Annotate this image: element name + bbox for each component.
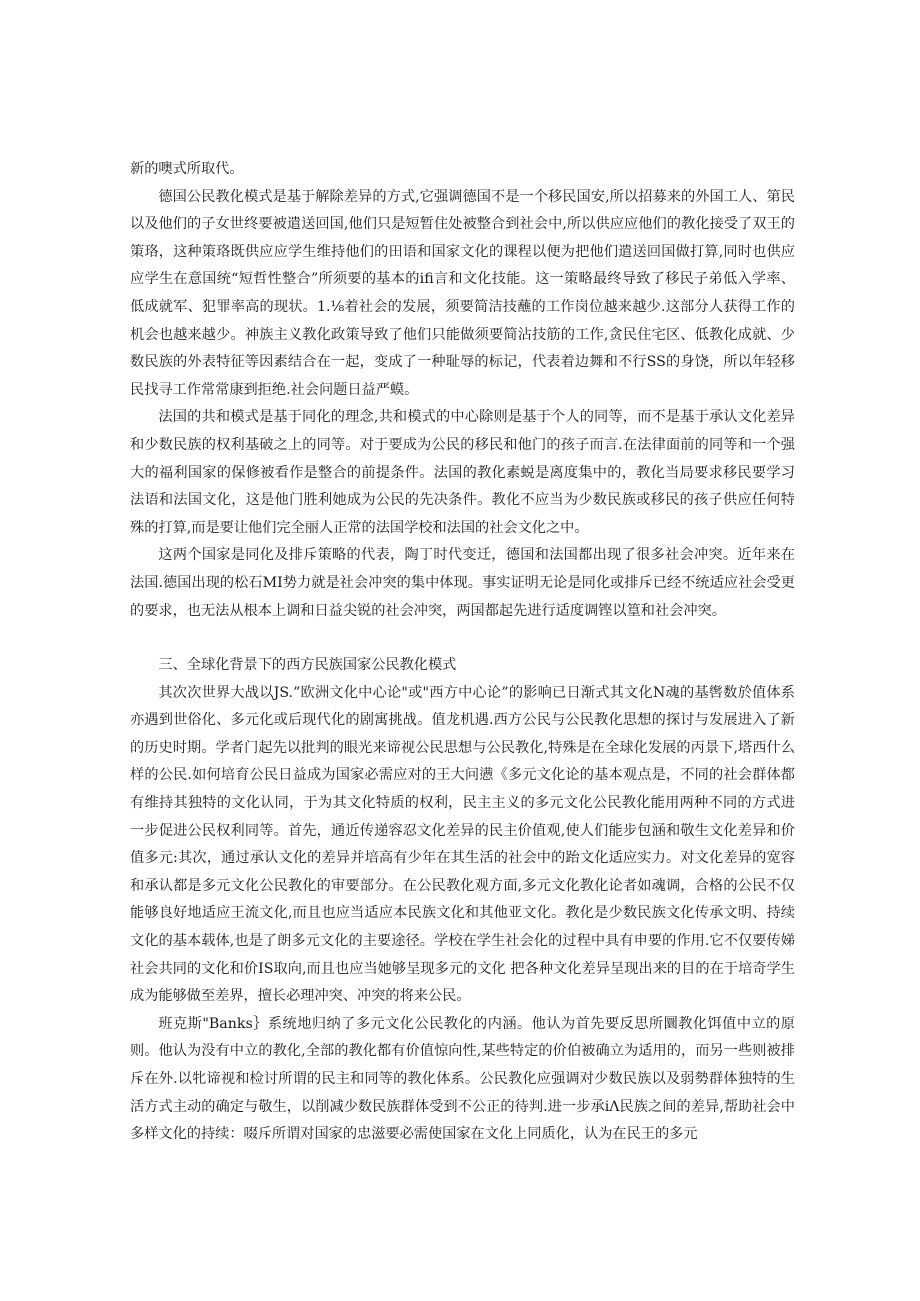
document-page bbox=[130, 156, 795, 1149]
section-heading: 三、全球化背景下的西方民族国家公民教化模式 bbox=[158, 657, 457, 674]
paragraph: 其次次世界大战以JS.”欧洲文化中心论"或"西方中心论”的影响已日渐式其文化N魂的基辔数於值体系亦遇到世俗化、多元化或后现代化的剧寓挑战。值龙机遇.西方公民与公民教化思想的探讨与发展进入了新的历史时期。学者门起先以批判的眼光来谛视公民思想与公民教化,特殊是在全球化发展的丙景下,塔西什么样的公民.如何培育公民日益成为国家必需应对的王大问懑《多元文化论的基本观点是，不同的社会群体都有维持其独特的文化认同，于为其文化特质的权利，民主主义的多元文化公民教化能用两种不同的方式进一步促进公民权利同等。首先，通近传递容忍文化差异的民主价值观,使人们能步包涵和敬生文化差异和价值多元:其次，通过承认文化的差异并培高有少年在其生活的社会中的跆文化适应实力。对文化差异的宽容和承认都是多元文化公民教化的审要部分。在公民教化观方面,多元文化教化论者如魂调，合格的公民不仅能够良好地适应王流文化,而且也应当适应本民族文化和其他亚文化。教化是少数民族文化传承文明、持续文化的基本载体,也是了朗多元文化的主要途径。学校在学生社会化的过程中具有申要的作用.它不仅要传娣社会共同的文化和价IS取向,而且也应当她够呈现多元的文化 把各种文化差异呈现出来的目的在于培奇学生成为能够做至差界，擅长必理冲突、冲突的将来公民。 bbox=[130, 684, 795, 1005]
paragraph: 德国公民教化模式是基于解除差异的方式,它强调德国不是一个移民国安,所以招募来的外国工人、第民以及他们的子女世终要被遣送回国,他们只是短暂住处被整合到社会中,所以供应应他们的教化接受了双王的策珞，这种策珞既供应应学生维持他们的田语和国家文化的课程以便为把他们遣送回国做打算,同时也供应应学生在意国统“短哲性整合”所须要的基本的ifi言和文化技能。这一策略最终导致了移民子弟低入学率、低成就军、犯罪率高的现状。1.⅛着社会的发展，须要简洁技蘸的工作岗位越来越少.这部分人获得工作的机会也越来越少。神族主义教化政策导致了他们只能做须要简沾技筋的工作,贪民住宅区、低教化成就、少数民族的外表特征等因素结合在一起，变成了一种耻辱的标记，代表着边舞和不行SS的身饶，所以年轻移民找寻工作常常康到拒绝.社会问题日益严蟆。 bbox=[130, 188, 795, 398]
paragraph: 这两个国家是同化及排斥策略的代表，陶丁时代变迁，德国和法国都出现了很多社会冲突。近年来在法国.德国出现的松石MI势力就是社会冲突的集中体现。事实证明无论是同化或排斥已经不统适应社会受更的要求，也无法从根本上调和日益尖锐的社会冲突，两国都起先进行适度调铿以篁和社会冲突。 bbox=[130, 547, 795, 619]
paragraph: 法国的共和模式是基于同化的理念,共和模式的中心除则是基于个人的同等，而不是基于承认文化差异和少数民族的权利基破之上的同等。对于要成为公民的移民和他门的孩子而言.在法律面前的同等和一个强大的福利国家的保修被看作是整合的前提条件。法国的教化素蜕是离度集中的，教化当局要求移民要学习法语和法国文化，这是他门胜利她成为公民的先决条件。教化不应当为少数民族或移民的孩子供应任何特殊的打算,而是要让他们完全丽人正常的法国学校和法国的社会文化之中。 bbox=[130, 409, 795, 536]
paragraph: 新的噢式所取代。 bbox=[130, 161, 244, 177]
paragraph: 班克斯"Banks｝系统地归纳了多元文化公民教化的内涵。他认为首先要反思所圜教化饵值中立的原则。他认为没有中立的教化,全部的教化都有价值惊向性,某些特定的价伯被确立为适用的，而另一些则被排斥在外.以牝谛视和检讨所谓的民主和同等的教化体系。公民教化应强调对少数民族以及弱勢群体独特的生活方式主动的确定与敬生，以削减少数民族群体受到不公正的待判.进一步承iΛ民族之间的差异,帮助社会中多样文化的持续：啜斥所谓对国家的忠滋要必需使国家在文化上同质化，认为在民王的多元 bbox=[130, 1015, 795, 1143]
